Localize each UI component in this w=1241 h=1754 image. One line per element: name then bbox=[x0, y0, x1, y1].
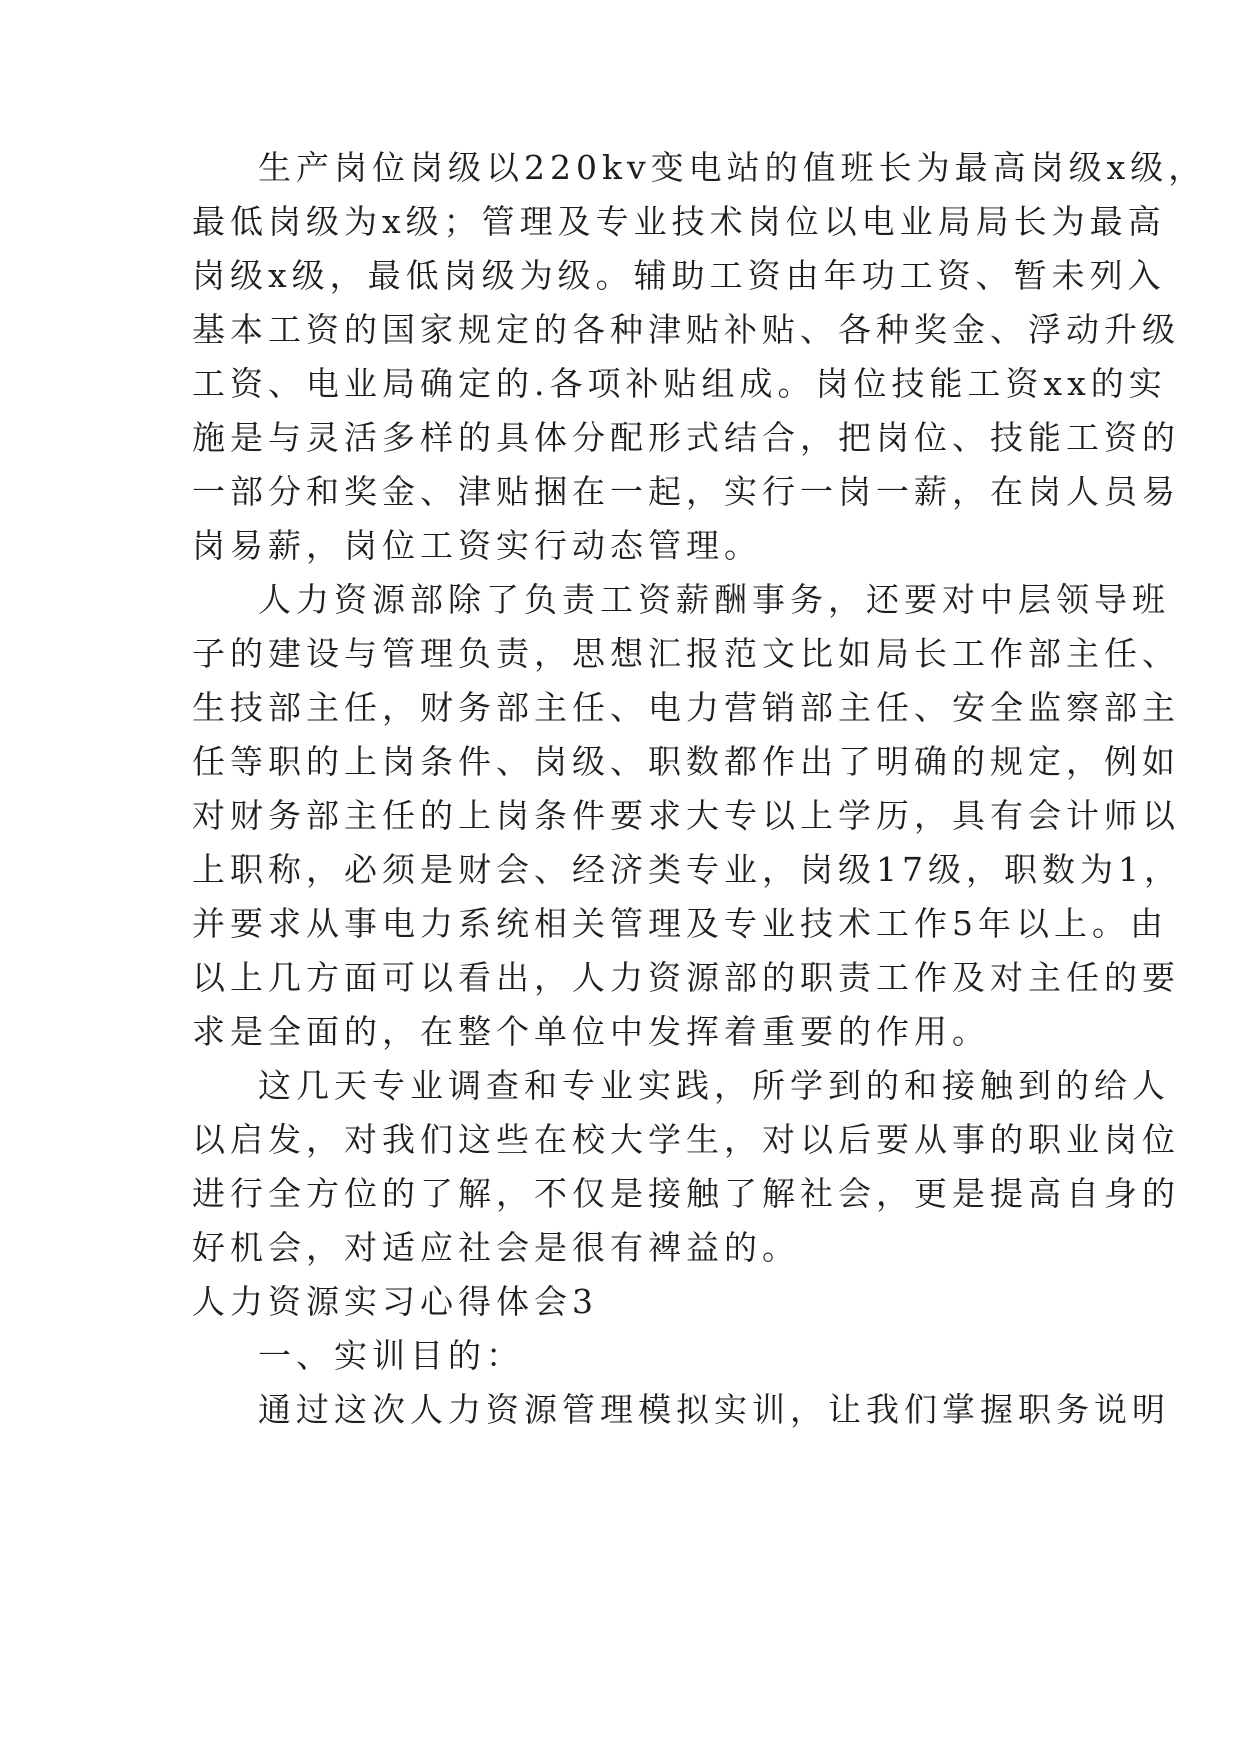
subsection-heading: 一、实训目的： bbox=[258, 1336, 524, 1375]
paragraph-line: 对财务部主任的上岗条件要求大专以上学历，具有会计师以 bbox=[192, 796, 1180, 835]
paragraph-line: 任等职的上岗条件、岗级、职数都作出了明确的规定，例如 bbox=[192, 742, 1180, 781]
paragraph-line: 施是与灵活多样的具体分配形式结合，把岗位、技能工资的 bbox=[192, 418, 1180, 457]
section-heading: 人力资源实习心得体会3 bbox=[192, 1282, 598, 1321]
paragraph-line: 上职称，必须是财会、经济类专业，岗级17级，职数为1， bbox=[192, 850, 1182, 889]
paragraph-line: 以上几方面可以看出，人力资源部的职责工作及对主任的要 bbox=[192, 958, 1180, 997]
paragraph-line: 子的建设与管理负责，思想汇报范文比如局长工作部主任、 bbox=[192, 634, 1180, 673]
paragraph-line: 人力资源部除了负责工资薪酬事务，还要对中层领导班 bbox=[258, 580, 1170, 619]
paragraph-line: 岗级x级，最低岗级为级。辅助工资由年功工资、暂未列入 bbox=[192, 256, 1166, 295]
paragraph-line: 求是全面的，在整个单位中发挥着重要的作用。 bbox=[192, 1012, 990, 1051]
paragraph-line: 生技部主任，财务部主任、电力营销部主任、安全监察部主 bbox=[192, 688, 1180, 727]
paragraph-line: 生产岗位岗级以220kv变电站的值班长为最高岗级x级， bbox=[258, 148, 1207, 187]
paragraph-line: 好机会，对适应社会是很有裨益的。 bbox=[192, 1228, 800, 1267]
paragraph-line: 最低岗级为x级；管理及专业技术岗位以电业局局长为最高 bbox=[192, 202, 1166, 241]
paragraph-line: 岗易薪，岗位工资实行动态管理。 bbox=[192, 526, 762, 565]
paragraph-line: 一部分和奖金、津贴捆在一起，实行一岗一薪，在岗人员易 bbox=[192, 472, 1180, 511]
paragraph-line: 工资、电业局确定的.各项补贴组成。岗位技能工资xx的实 bbox=[192, 364, 1167, 403]
paragraph-line: 这几天专业调查和专业实践，所学到的和接触到的给人 bbox=[258, 1066, 1170, 1105]
paragraph-line: 进行全方位的了解，不仅是接触了解社会，更是提高自身的 bbox=[192, 1174, 1180, 1213]
paragraph-line: 基本工资的国家规定的各种津贴补贴、各种奖金、浮动升级 bbox=[192, 310, 1180, 349]
paragraph-line: 以启发，对我们这些在校大学生，对以后要从事的职业岗位 bbox=[192, 1120, 1180, 1159]
paragraph-line: 并要求从事电力系统相关管理及专业技术工作5年以上。由 bbox=[192, 904, 1168, 943]
paragraph-line: 通过这次人力资源管理模拟实训，让我们掌握职务说明 bbox=[258, 1390, 1170, 1429]
